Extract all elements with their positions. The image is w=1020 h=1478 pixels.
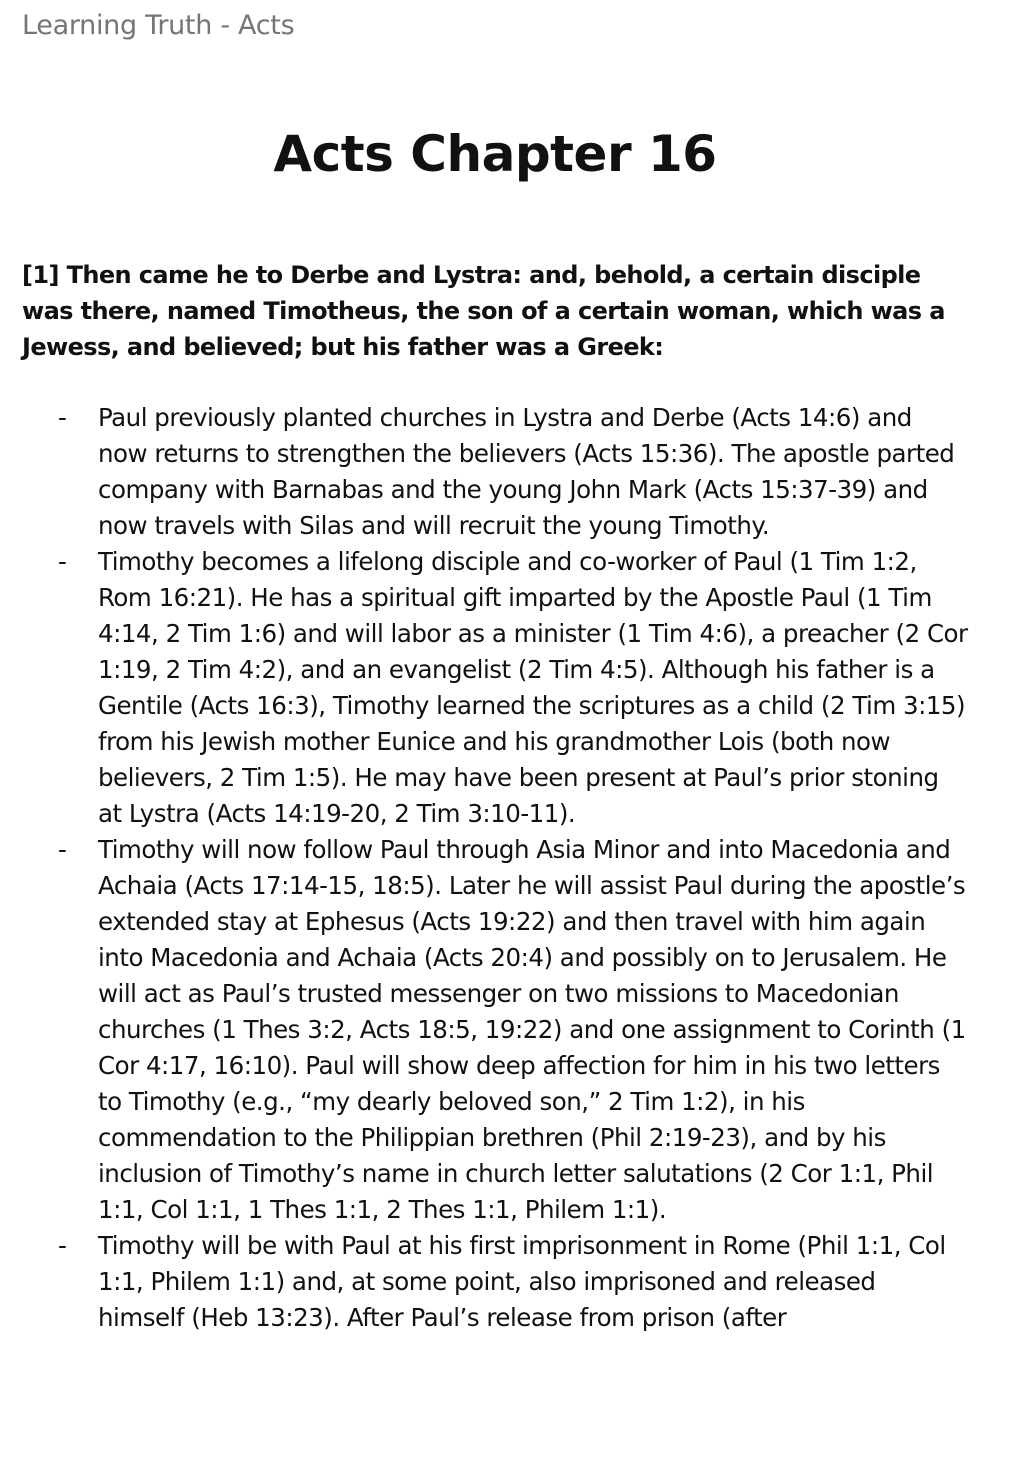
commentary-list — [0, 400, 1000, 1336]
list-dash: - — [58, 835, 67, 864]
chapter-title: Acts Chapter 16 — [273, 125, 717, 183]
list-dash: - — [58, 1231, 67, 1260]
verse-text: [1] Then came he to Derbe and Lystra: and, behold, a certain disciple was there, named Timotheus, the son of a certain woman, which was a Jewess, and believed; but his father was a Greek: — [22, 261, 945, 361]
commentary-item — [0, 832, 968, 1228]
commentary-text: Timothy becomes a lifelong disciple and co-worker of Paul (1 Tim 1:2, Rom 16:21). He has a spiritual gift imparted by the Apostle Paul (1 Tim 4:14, 2 Tim 1:6) and will labor as a minister (1 Tim 4:6), a preacher (2 Cor 1:19, 2 Tim 4:2), and an evangelist (2 Tim 4:5). Although his father is a Gentile (Acts 16:3), Timothy learned the scriptures as a child (2 Tim 3:15) from his Jewish mother Eunice and his grandmother Lois (both now believers, 2 Tim 1:5). He may have been present at Paul’s prior stoning at Lystra (Acts 14:19-20, 2 Tim 3:10-11). — [98, 547, 968, 828]
list-dash: - — [58, 403, 67, 432]
commentary-text: Timothy will now follow Paul through Asia Minor and into Macedonia and Achaia (Acts 17:14-15, 18:5). Later he will assist Paul during the apostle’s extended stay at Ephesus (Acts 19:22) and then travel with him again into Macedonia and Achaia (Acts 20:4) and possibly on to Jerusalem. He will act as Paul’s trusted messenger on two missions to Macedonian churches (1 Thes 3:2, Acts 18:5, 19:22) and one assignment to Corinth (1 Cor 4:17, 16:10). Paul will show deep affection for him in his two letters to Timothy (e.g., “my dearly beloved son,” 2 Tim 1:2), in his commendation to the Philippian brethren (Phil 2:19-23), and by his inclusion of Timothy’s name in church letter salutations (2 Cor 1:1, Phil 1:1, Col 1:1, 1 Thes 1:1, 2 Thes 1:1, Philem 1:1). — [98, 835, 966, 1224]
commentary-item — [0, 544, 968, 832]
commentary-item — [0, 1228, 968, 1336]
commentary-item — [0, 400, 968, 544]
commentary-text: Timothy will be with Paul at his first imprisonment in Rome (Phil 1:1, Col 1:1, Philem 1:1) and, at some point, also imprisoned and released himself (Heb 13:23). After Paul’s release from prison (after — [98, 1231, 946, 1332]
running-header: Learning Truth - Acts — [22, 10, 295, 41]
list-dash: - — [58, 547, 67, 576]
commentary-text: Paul previously planted churches in Lystra and Derbe (Acts 14:6) and now returns to strengthen the believers (Acts 15:36). The apostle parted company with Barnabas and the young John Mark (Acts 15:37-39) and now travels with Silas and will recruit the young Timothy. — [98, 403, 955, 540]
